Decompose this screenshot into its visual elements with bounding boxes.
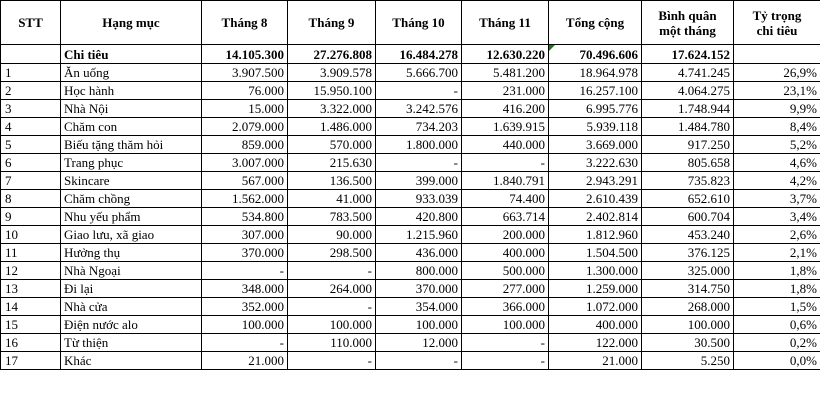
share-cell[interactable]: 3,7% (734, 190, 820, 208)
month-11-cell[interactable]: 100.000 (462, 316, 549, 334)
table-row (1, 316, 820, 334)
month-10-cell[interactable]: - (376, 352, 462, 370)
month-11-cell[interactable]: 416.200 (462, 100, 549, 118)
table-row (1, 334, 820, 352)
category-cell[interactable]: Nhà Nội (61, 100, 202, 118)
stt-cell[interactable]: 5 (1, 136, 61, 154)
table-row (1, 208, 820, 226)
category-cell[interactable]: Skincare (61, 172, 202, 190)
month-9-cell[interactable]: 783.500 (288, 208, 376, 226)
total-cell[interactable]: 1.812.960 (549, 226, 642, 244)
month-11-cell[interactable]: 231.000 (462, 82, 549, 100)
month-10-cell[interactable]: 370.000 (376, 280, 462, 298)
month-9-cell[interactable]: 100.000 (288, 316, 376, 334)
average-cell[interactable]: 805.658 (642, 154, 734, 172)
average-cell[interactable]: 652.610 (642, 190, 734, 208)
category-cell[interactable]: Nhà cửa (61, 298, 202, 316)
month-10-cell[interactable]: - (376, 82, 462, 100)
average-cell[interactable]: 453.240 (642, 226, 734, 244)
stt-cell[interactable]: 7 (1, 172, 61, 190)
average-cell[interactable]: 4.064.275 (642, 82, 734, 100)
month-9-cell[interactable]: - (288, 262, 376, 280)
month-8-cell[interactable]: 15.000 (202, 100, 288, 118)
header-avg-line1: Bình quân (658, 7, 717, 23)
header-avg-line2: một tháng (659, 22, 716, 38)
average-cell[interactable]: 735.823 (642, 172, 734, 190)
share-cell[interactable]: 2,6% (734, 226, 820, 244)
stt-cell[interactable]: 14 (1, 298, 61, 316)
month-10-cell[interactable]: 3.242.576 (376, 100, 462, 118)
header-share[interactable] (734, 1, 820, 45)
month-8-cell[interactable]: - (202, 262, 288, 280)
stt-cell[interactable]: 11 (1, 244, 61, 262)
summary-row (1, 45, 820, 64)
average-cell[interactable]: 268.000 (642, 298, 734, 316)
average-cell[interactable]: 100.000 (642, 316, 734, 334)
total-cell[interactable]: 1.300.000 (549, 262, 642, 280)
header-month-10[interactable]: Tháng 10 (376, 1, 462, 45)
category-cell[interactable]: Biếu tặng thăm hỏi (61, 136, 202, 154)
average-cell[interactable]: 5.250 (642, 352, 734, 370)
month-10-cell[interactable]: 399.000 (376, 172, 462, 190)
category-cell[interactable]: Từ thiện (61, 334, 202, 352)
category-cell[interactable]: Học hành (61, 82, 202, 100)
month-8-cell[interactable]: 100.000 (202, 316, 288, 334)
summary-month-9-cell[interactable]: 27.276.808 (288, 45, 376, 64)
table-row (1, 100, 820, 118)
total-cell[interactable]: 2.610.439 (549, 190, 642, 208)
month-11-cell[interactable]: - (462, 154, 549, 172)
month-8-cell[interactable]: 21.000 (202, 352, 288, 370)
category-cell[interactable]: Chăm con (61, 118, 202, 136)
summary-month-8-cell[interactable]: 14.105.300 (202, 45, 288, 64)
stt-cell[interactable]: 17 (1, 352, 61, 370)
month-10-cell[interactable]: 354.000 (376, 298, 462, 316)
summary-month-11-cell[interactable]: 12.630.220 (462, 45, 549, 64)
month-11-cell[interactable]: 1.639.915 (462, 118, 549, 136)
month-8-cell[interactable]: 1.562.000 (202, 190, 288, 208)
month-11-cell[interactable]: - (462, 334, 549, 352)
table-row (1, 136, 820, 154)
header-month-9[interactable]: Tháng 9 (288, 1, 376, 45)
month-8-cell[interactable]: 348.000 (202, 280, 288, 298)
share-cell[interactable]: 23,1% (734, 82, 820, 100)
table-row (1, 82, 820, 100)
month-8-cell[interactable]: 859.000 (202, 136, 288, 154)
summary-total-cell[interactable] (549, 45, 642, 64)
table-row (1, 352, 820, 370)
month-9-cell[interactable]: 15.950.100 (288, 82, 376, 100)
month-11-cell[interactable]: - (462, 352, 549, 370)
average-cell[interactable]: 4.741.245 (642, 64, 734, 82)
month-11-cell[interactable]: 1.840.791 (462, 172, 549, 190)
share-cell[interactable]: 0,2% (734, 334, 820, 352)
average-cell[interactable]: 1.484.780 (642, 118, 734, 136)
month-9-cell[interactable]: 570.000 (288, 136, 376, 154)
stt-cell[interactable]: 16 (1, 334, 61, 352)
share-cell[interactable]: 1,8% (734, 280, 820, 298)
share-cell[interactable]: 2,1% (734, 244, 820, 262)
average-cell[interactable]: 917.250 (642, 136, 734, 154)
summary-stt-cell[interactable] (1, 45, 61, 64)
average-cell[interactable]: 1.748.944 (642, 100, 734, 118)
share-cell[interactable]: 1,5% (734, 298, 820, 316)
header-pct-line1: Tỷ trọng (752, 7, 802, 23)
total-cell[interactable]: 3.669.000 (549, 136, 642, 154)
stt-cell[interactable]: 10 (1, 226, 61, 244)
stt-cell[interactable]: 6 (1, 154, 61, 172)
category-cell[interactable]: Điện nước alo (61, 316, 202, 334)
share-cell[interactable]: 4,6% (734, 154, 820, 172)
month-11-cell[interactable]: 400.000 (462, 244, 549, 262)
month-9-cell[interactable]: - (288, 298, 376, 316)
month-9-cell[interactable]: - (288, 352, 376, 370)
table-row (1, 118, 820, 136)
month-11-cell[interactable]: 440.000 (462, 136, 549, 154)
month-11-cell[interactable]: 5.481.200 (462, 64, 549, 82)
share-cell[interactable]: 9,9% (734, 100, 820, 118)
month-11-cell[interactable]: 277.000 (462, 280, 549, 298)
category-cell[interactable]: Đi lại (61, 280, 202, 298)
month-11-cell[interactable]: 500.000 (462, 262, 549, 280)
stt-cell[interactable]: 13 (1, 280, 61, 298)
month-10-cell[interactable]: 12.000 (376, 334, 462, 352)
total-cell[interactable]: 5.939.118 (549, 118, 642, 136)
month-8-cell[interactable]: 76.000 (202, 82, 288, 100)
month-9-cell[interactable]: 215.630 (288, 154, 376, 172)
summary-total-value: 70.496.606 (579, 46, 638, 62)
header-row (1, 1, 820, 45)
month-9-cell[interactable]: 41.000 (288, 190, 376, 208)
month-9-cell[interactable]: 136.500 (288, 172, 376, 190)
header-stt[interactable]: STT (1, 1, 61, 45)
category-cell[interactable]: Nhu yếu phẩm (61, 208, 202, 226)
summary-share-cell[interactable] (734, 45, 820, 64)
average-cell[interactable]: 325.000 (642, 262, 734, 280)
total-cell[interactable]: 400.000 (549, 316, 642, 334)
total-cell[interactable]: 122.000 (549, 334, 642, 352)
table-row (1, 226, 820, 244)
month-8-cell[interactable]: 567.000 (202, 172, 288, 190)
total-cell[interactable]: 1.259.000 (549, 280, 642, 298)
category-cell[interactable]: Trang phục (61, 154, 202, 172)
month-9-cell[interactable]: 1.486.000 (288, 118, 376, 136)
month-10-cell[interactable]: 100.000 (376, 316, 462, 334)
stt-cell[interactable]: 1 (1, 64, 61, 82)
stt-cell[interactable]: 15 (1, 316, 61, 334)
month-10-cell[interactable]: 734.203 (376, 118, 462, 136)
stt-cell[interactable]: 2 (1, 82, 61, 100)
category-cell[interactable]: Khác (61, 352, 202, 370)
month-10-cell[interactable]: 1.800.000 (376, 136, 462, 154)
month-8-cell[interactable]: 534.800 (202, 208, 288, 226)
month-10-cell[interactable]: 436.000 (376, 244, 462, 262)
header-category[interactable]: Hạng mục (61, 1, 202, 45)
month-8-cell[interactable]: 370.000 (202, 244, 288, 262)
stt-cell[interactable]: 8 (1, 190, 61, 208)
month-8-cell[interactable]: 3.007.000 (202, 154, 288, 172)
header-pct-line2: chi tiêu (756, 22, 798, 38)
category-cell[interactable]: Giao lưu, xã giao (61, 226, 202, 244)
month-9-cell[interactable]: 298.500 (288, 244, 376, 262)
header-monthly-average[interactable] (642, 1, 734, 45)
average-cell[interactable]: 376.125 (642, 244, 734, 262)
month-10-cell[interactable]: 1.215.960 (376, 226, 462, 244)
total-cell[interactable]: 16.257.100 (549, 82, 642, 100)
month-8-cell[interactable]: 3.907.500 (202, 64, 288, 82)
month-10-cell[interactable]: 420.800 (376, 208, 462, 226)
month-11-cell[interactable]: 366.000 (462, 298, 549, 316)
table-row (1, 64, 820, 82)
share-cell[interactable]: 4,2% (734, 172, 820, 190)
total-cell[interactable]: 3.222.630 (549, 154, 642, 172)
stt-cell[interactable]: 3 (1, 100, 61, 118)
month-9-cell[interactable]: 90.000 (288, 226, 376, 244)
month-8-cell[interactable]: 2.079.000 (202, 118, 288, 136)
share-cell[interactable]: 1,8% (734, 262, 820, 280)
comment-marker-icon (549, 45, 555, 51)
month-11-cell[interactable]: 200.000 (462, 226, 549, 244)
total-cell[interactable]: 1.504.500 (549, 244, 642, 262)
month-11-cell[interactable]: 663.714 (462, 208, 549, 226)
summary-month-10-cell[interactable]: 16.484.278 (376, 45, 462, 64)
month-9-cell[interactable]: 3.322.000 (288, 100, 376, 118)
table-row (1, 172, 820, 190)
month-10-cell[interactable]: - (376, 154, 462, 172)
category-cell[interactable]: Hưởng thụ (61, 244, 202, 262)
share-cell[interactable]: 3,4% (734, 208, 820, 226)
average-cell[interactable]: 314.750 (642, 280, 734, 298)
category-cell[interactable]: Nhà Ngoại (61, 262, 202, 280)
total-cell[interactable]: 21.000 (549, 352, 642, 370)
table-row (1, 190, 820, 208)
total-cell[interactable]: 2.402.814 (549, 208, 642, 226)
stt-cell[interactable]: 9 (1, 208, 61, 226)
month-8-cell[interactable]: - (202, 334, 288, 352)
month-9-cell[interactable]: 264.000 (288, 280, 376, 298)
total-cell[interactable]: 1.072.000 (549, 298, 642, 316)
share-cell[interactable]: 5,2% (734, 136, 820, 154)
total-cell[interactable]: 18.964.978 (549, 64, 642, 82)
summary-average-cell[interactable]: 17.624.152 (642, 45, 734, 64)
category-cell[interactable]: Ăn uống (61, 64, 202, 82)
share-cell[interactable]: 26,9% (734, 64, 820, 82)
month-9-cell[interactable]: 3.909.578 (288, 64, 376, 82)
month-11-cell[interactable]: 74.400 (462, 190, 549, 208)
table-row (1, 244, 820, 262)
summary-label-cell[interactable]: Chi tiêu (61, 45, 202, 64)
month-10-cell[interactable]: 800.000 (376, 262, 462, 280)
header-month-11[interactable]: Tháng 11 (462, 1, 549, 45)
header-total[interactable]: Tổng cộng (549, 1, 642, 45)
month-10-cell[interactable]: 5.666.700 (376, 64, 462, 82)
share-cell[interactable]: 0,6% (734, 316, 820, 334)
share-cell[interactable]: 0,0% (734, 352, 820, 370)
month-8-cell[interactable]: 307.000 (202, 226, 288, 244)
category-cell[interactable]: Chăm chồng (61, 190, 202, 208)
stt-cell[interactable]: 4 (1, 118, 61, 136)
month-9-cell[interactable]: 110.000 (288, 334, 376, 352)
average-cell[interactable]: 600.704 (642, 208, 734, 226)
table-row (1, 298, 820, 316)
table-row (1, 262, 820, 280)
month-8-cell[interactable]: 352.000 (202, 298, 288, 316)
share-cell[interactable]: 8,4% (734, 118, 820, 136)
table-row (1, 280, 820, 298)
average-cell[interactable]: 30.500 (642, 334, 734, 352)
total-cell[interactable]: 2.943.291 (549, 172, 642, 190)
stt-cell[interactable]: 12 (1, 262, 61, 280)
month-10-cell[interactable]: 933.039 (376, 190, 462, 208)
header-month-8[interactable]: Tháng 8 (202, 1, 288, 45)
table-row (1, 154, 820, 172)
total-cell[interactable]: 6.995.776 (549, 100, 642, 118)
